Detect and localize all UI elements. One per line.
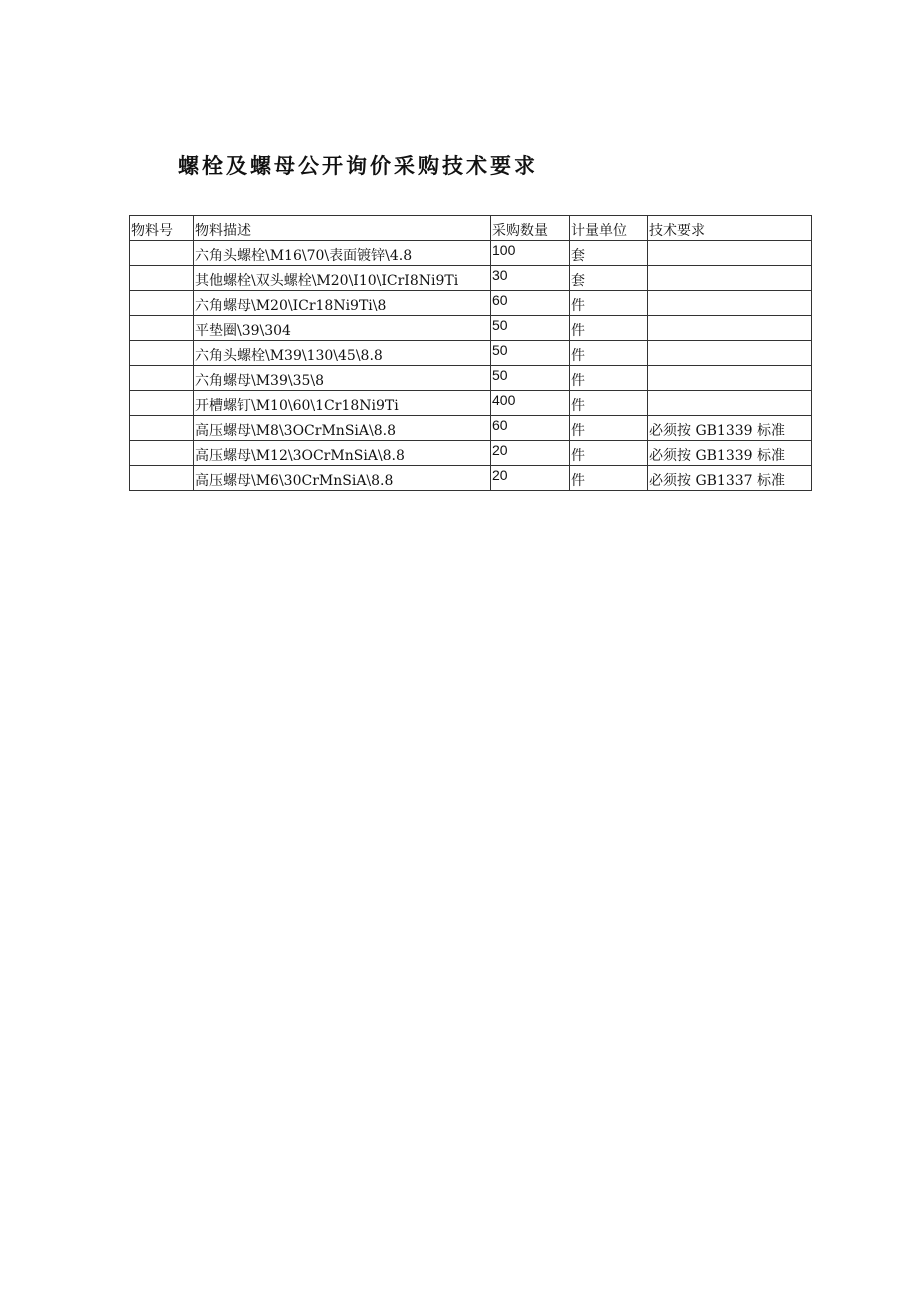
cell-purchase-quantity: 30	[491, 266, 570, 291]
header-unit: 计量单位	[570, 216, 648, 241]
table-header-row	[130, 216, 812, 241]
cell-technical-requirement: 必须按 GB1339 标准	[648, 416, 812, 441]
cell-technical-requirement	[648, 341, 812, 366]
cell-material-description: 平垫圈\39\304	[194, 316, 491, 341]
cell-material-description: 高压螺母\M6\30CrMnSiA\8.8	[194, 466, 491, 491]
table-row	[130, 416, 812, 441]
cell-material-code	[130, 266, 194, 291]
cell-unit: 件	[570, 366, 648, 391]
cell-material-description: 六角螺母\M20\ICr18Ni9Ti\8	[194, 291, 491, 316]
table-row	[130, 241, 812, 266]
cell-purchase-quantity: 400	[491, 391, 570, 416]
spec-table	[129, 215, 812, 491]
table-row	[130, 291, 812, 316]
table-row	[130, 316, 812, 341]
cell-purchase-quantity: 60	[491, 416, 570, 441]
cell-technical-requirement	[648, 391, 812, 416]
cell-technical-requirement	[648, 266, 812, 291]
document-title: 螺栓及螺母公开询价采购技术要求	[178, 153, 538, 178]
cell-unit: 件	[570, 291, 648, 316]
cell-purchase-quantity: 50	[491, 341, 570, 366]
cell-material-description: 高压螺母\M8\3OCrMnSiA\8.8	[194, 416, 491, 441]
cell-material-code	[130, 466, 194, 491]
table-row	[130, 366, 812, 391]
cell-unit: 套	[570, 241, 648, 266]
cell-purchase-quantity: 50	[491, 366, 570, 391]
cell-unit: 件	[570, 441, 648, 466]
cell-material-description: 六角螺母\M39\35\8	[194, 366, 491, 391]
cell-unit: 件	[570, 341, 648, 366]
cell-unit: 套	[570, 266, 648, 291]
cell-purchase-quantity: 20	[491, 441, 570, 466]
header-technical-requirement: 技术要求	[648, 216, 812, 241]
table-row	[130, 441, 812, 466]
table-row	[130, 391, 812, 416]
cell-purchase-quantity: 60	[491, 291, 570, 316]
cell-material-code	[130, 441, 194, 466]
cell-material-description: 六角头螺栓\M39\130\45\8.8	[194, 341, 491, 366]
table-row	[130, 266, 812, 291]
cell-technical-requirement: 必须按 GB1339 标准	[648, 441, 812, 466]
cell-unit: 件	[570, 316, 648, 341]
cell-technical-requirement	[648, 366, 812, 391]
cell-material-code	[130, 291, 194, 316]
header-purchase-quantity: 采购数量	[491, 216, 570, 241]
cell-material-code	[130, 316, 194, 341]
cell-material-code	[130, 241, 194, 266]
cell-unit: 件	[570, 391, 648, 416]
table-row	[130, 466, 812, 491]
cell-material-code	[130, 416, 194, 441]
cell-material-description: 开槽螺钉\M10\60\1Cr18Ni9Ti	[194, 391, 491, 416]
cell-material-code	[130, 391, 194, 416]
table-row	[130, 341, 812, 366]
cell-material-code	[130, 341, 194, 366]
header-material-description: 物料描述	[194, 216, 491, 241]
cell-material-code	[130, 366, 194, 391]
cell-material-description: 高压螺母\M12\3OCrMnSiA\8.8	[194, 441, 491, 466]
cell-purchase-quantity: 50	[491, 316, 570, 341]
cell-material-description: 六角头螺栓\M16\70\表面镀锌\4.8	[194, 241, 491, 266]
header-material-code: 物料号	[130, 216, 194, 241]
cell-unit: 件	[570, 416, 648, 441]
cell-purchase-quantity: 100	[491, 241, 570, 266]
cell-technical-requirement	[648, 241, 812, 266]
cell-unit: 件	[570, 466, 648, 491]
cell-technical-requirement	[648, 316, 812, 341]
cell-material-description: 其他螺栓\双头螺栓\M20\I10\ICrI8Ni9Ti	[194, 266, 491, 291]
cell-technical-requirement	[648, 291, 812, 316]
cell-technical-requirement: 必须按 GB1337 标准	[648, 466, 812, 491]
cell-purchase-quantity: 20	[491, 466, 570, 491]
